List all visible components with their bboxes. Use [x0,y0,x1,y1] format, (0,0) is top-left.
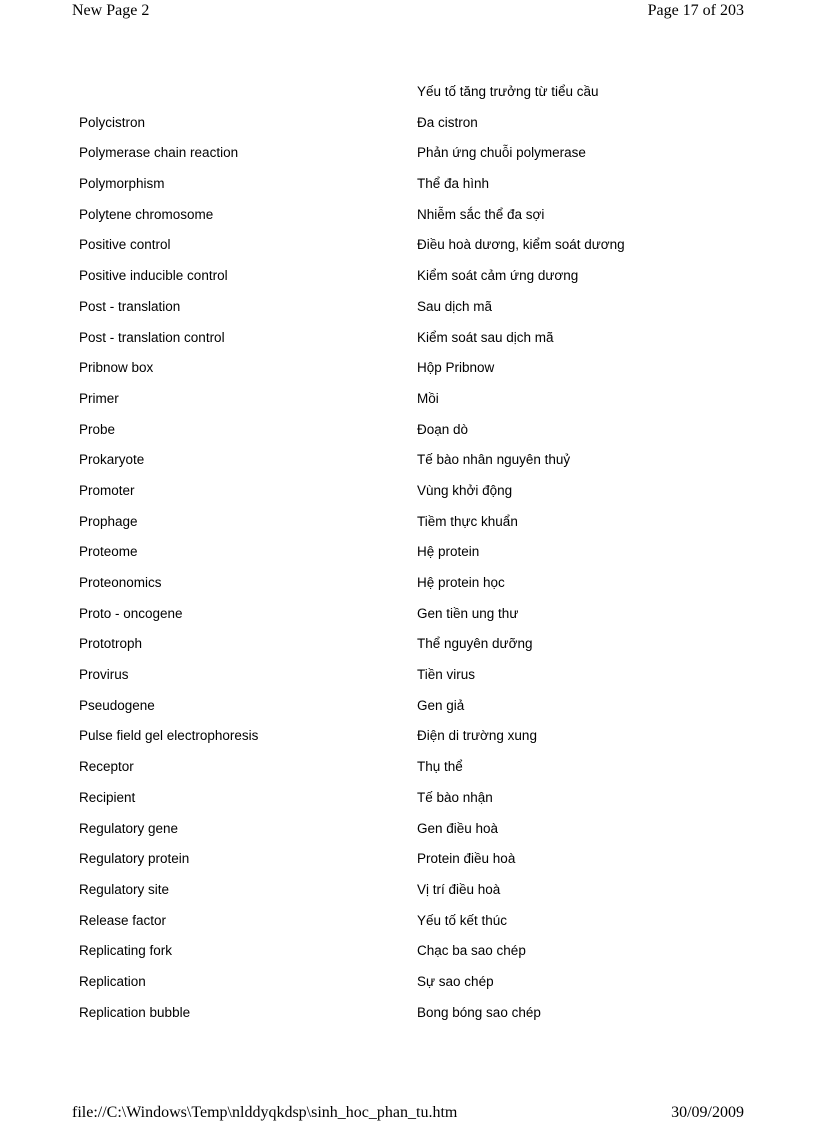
vietnamese-term: Kiểm soát cảm ứng dương [417,268,579,284]
glossary-row [79,1003,739,1034]
vietnamese-term: Gen tiền ung thư [417,605,519,621]
english-term: Pulse field gel electrophoresis [79,728,259,744]
vietnamese-term: Tiền virus [417,667,476,683]
english-term: Recipient [79,789,136,805]
vietnamese-term: Vùng khởi động [417,482,513,498]
glossary-row [79,819,739,850]
glossary-row [79,450,739,481]
english-term: Proto - oncogene [79,605,183,621]
english-term: Polymorphism [79,176,165,192]
english-term: Prophage [79,513,138,529]
glossary-row [79,82,739,113]
glossary-row [79,880,739,911]
glossary-row [79,757,739,788]
vietnamese-term: Điều hoà dương, kiểm soát dương [417,237,625,253]
vietnamese-term: Sự sao chép [417,973,494,989]
english-term: Replication bubble [79,1004,191,1020]
vietnamese-term: Đoạn dò [417,421,469,437]
glossary-row [79,174,739,205]
english-term: Replication [79,973,146,989]
glossary-row [79,696,739,727]
vietnamese-term: Tế bào nhận [417,789,493,805]
english-term: Primer [79,390,119,406]
english-term: Polymerase chain reaction [79,145,239,161]
english-term: Positive inducible control [79,268,228,284]
vietnamese-term: Hệ protein học [417,575,505,590]
vietnamese-term: Vị trí điều hoà [417,881,501,897]
glossary-row [79,941,739,972]
vietnamese-term: Hộp Pribnow [417,360,495,376]
english-term: Post - translation control [79,329,225,345]
glossary-row [79,420,739,451]
english-term: Release factor [79,912,167,928]
english-term: Positive control [79,237,171,253]
glossary-row [79,266,739,297]
vietnamese-term: Yếu tố tăng trưởng từ tiểu cầu [417,84,599,99]
english-term: Regulatory protein [79,851,190,867]
glossary-row [79,328,739,359]
vietnamese-term: Tiềm thực khuẩn [417,513,518,529]
english-term: Probe [79,421,116,437]
page-counter: Page 17 of 203 [647,2,744,19]
english-term: Prokaryote [79,452,145,468]
vietnamese-term: Nhiễm sắc thể đa sợi [417,206,545,222]
english-term: Provirus [79,667,129,683]
print-date: 30/09/2009 [671,1104,744,1121]
glossary-row [79,911,739,942]
glossary-row [79,205,739,236]
vietnamese-term: Đa cistron [417,114,478,130]
english-term: Receptor [79,759,134,775]
glossary-row [79,665,739,696]
english-term: Prototroph [79,636,143,652]
glossary-row [79,481,739,512]
glossary-row [79,788,739,819]
glossary-row [79,235,739,266]
glossary-row [79,849,739,880]
english-term: Regulatory site [79,881,170,897]
english-term: Polycistron [79,114,146,130]
glossary-row [79,143,739,174]
glossary-row [79,634,739,665]
vietnamese-term: Bong bóng sao chép [417,1004,541,1020]
english-term: Polytene chromosome [79,206,214,222]
english-term: Proteome [79,544,138,560]
english-term: Regulatory gene [79,820,179,836]
glossary-table [79,82,739,1033]
english-term: Post - translation [79,298,181,314]
english-term: Replicating fork [79,943,173,959]
vietnamese-term: Protein điều hoà [417,851,516,867]
glossary-row [79,726,739,757]
english-term: Proteonomics [79,575,162,590]
vietnamese-term: Thể nguyên dưỡng [417,636,533,652]
vietnamese-term: Chạc ba sao chép [417,943,526,959]
glossary-row [79,512,739,543]
vietnamese-term: Thể đa hình [417,176,490,192]
glossary-row [79,573,739,604]
english-term: Pribnow box [79,360,154,376]
glossary-row [79,972,739,1003]
vietnamese-term: Điện di trường xung [417,728,537,744]
glossary-row [79,297,739,328]
glossary-row [79,358,739,389]
page-title: New Page 2 [72,2,150,19]
english-term: Pseudogene [79,697,155,713]
glossary-row [79,604,739,635]
glossary-row [79,113,739,144]
vietnamese-term: Tế bào nhân nguyên thuỷ [417,452,571,468]
vietnamese-term: Mồi [417,390,439,406]
vietnamese-term: Sau dịch mã [417,298,493,314]
vietnamese-term: Kiểm soát sau dịch mã [417,329,554,345]
vietnamese-term: Gen giả [417,697,465,713]
vietnamese-term: Hệ protein [417,544,480,560]
glossary-row [79,389,739,420]
vietnamese-term: Phản ứng chuỗi polymerase [417,145,586,161]
vietnamese-term: Yếu tố kết thúc [417,912,508,928]
file-path: file://C:\Windows\Temp\nlddyqkdsp\sinh_hoc_phan_tu.htm [72,1104,458,1121]
glossary-row [79,542,739,573]
english-term: Promoter [79,482,135,498]
vietnamese-term: Thụ thể [417,759,463,775]
vietnamese-term: Gen điều hoà [417,820,499,836]
